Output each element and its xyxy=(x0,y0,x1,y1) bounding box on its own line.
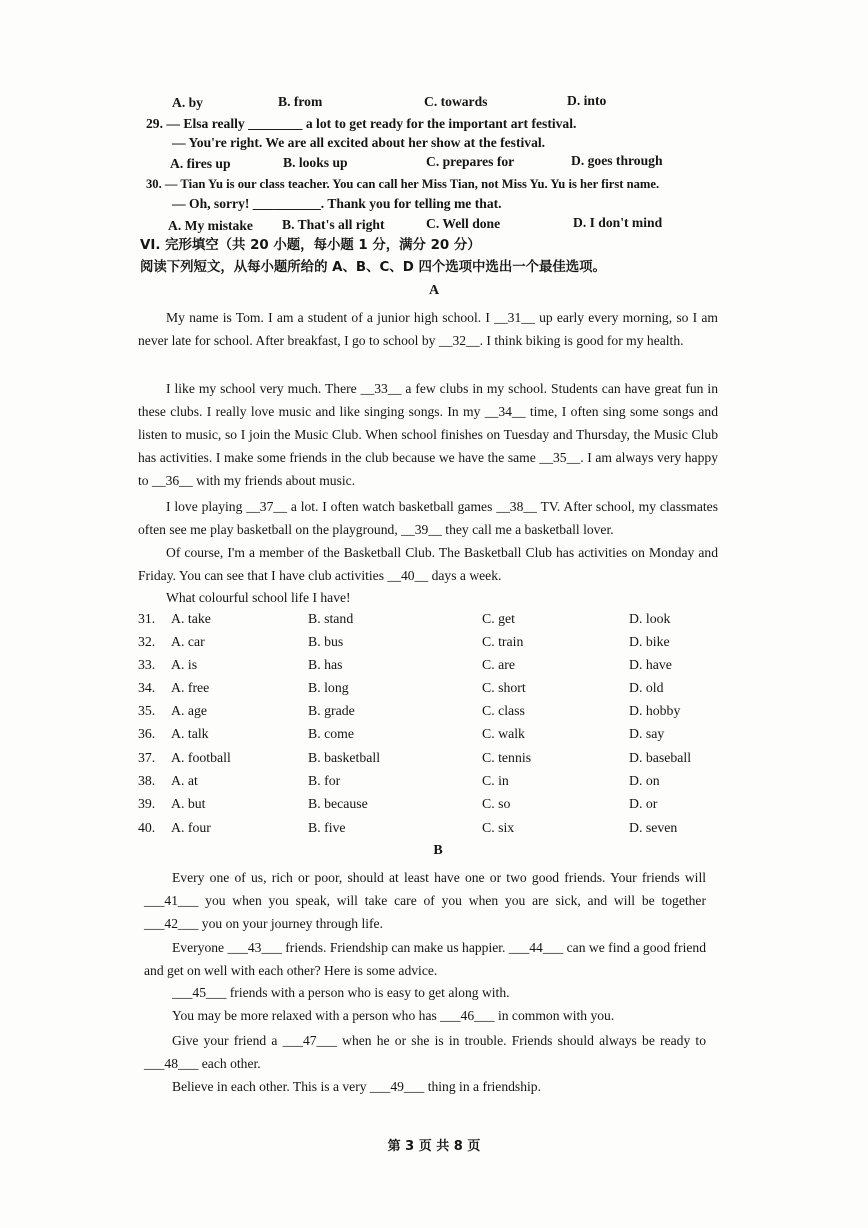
choice-b: B. for xyxy=(308,773,341,788)
choice-number: 35. xyxy=(138,703,156,718)
choice-c: C. train xyxy=(482,634,524,649)
choice-c: C. six xyxy=(482,820,515,835)
choice-d: D. hobby xyxy=(629,703,681,718)
choice-row-33 xyxy=(138,657,698,679)
q30-option-d: D. I don't mind xyxy=(573,215,663,230)
choice-b: B. five xyxy=(308,820,346,835)
choice-a: A. age xyxy=(171,703,208,718)
choice-d: D. seven xyxy=(629,820,678,835)
choice-b: B. grade xyxy=(308,703,355,718)
q30-option-c: C. Well done xyxy=(426,216,501,231)
choice-c: C. in xyxy=(482,773,509,788)
choice-a: A. car xyxy=(171,634,205,649)
q29-option-a: A. fires up xyxy=(170,156,231,171)
passage-b-advice-4: Believe in each other. This is a very ___49___ thing in a friendship. xyxy=(172,1079,541,1094)
section-title: VI. 完形填空（共 20 小题，每小题 1 分，满分 20 分） xyxy=(140,238,481,253)
choice-number: 40. xyxy=(138,820,156,835)
choice-row-39 xyxy=(138,796,698,818)
passage-a-label: A xyxy=(428,283,440,298)
q30-question: 30. — Tian Yu is our class teacher. You can call her Miss Tian, not Miss Yu. Yu is her first name. xyxy=(146,177,660,191)
q29-option-d: D. goes through xyxy=(571,153,663,168)
choice-d: D. bike xyxy=(629,634,670,649)
choice-a: A. take xyxy=(171,611,211,626)
passage-b-paragraph-2: Everyone ___43___ friends. Friendship can make us happier. ___44___ can we find a good friend and get on well with each other? Here is some advice. xyxy=(144,940,706,978)
q28-option-d: D. into xyxy=(567,93,607,108)
choice-d: D. look xyxy=(629,611,671,626)
section-instruction: 阅读下列短文，从每小题所给的 A、B、C、D 四个选项中选出一个最佳选项。 xyxy=(140,260,606,275)
passage-b-paragraph-1: Every one of us, rich or poor, should at least have one or two good friends. Your friends will ___41___ you when you speak, will take care of you when you are sick, and will be together ___42___ you on your journey through life. xyxy=(144,870,706,931)
choice-d: D. or xyxy=(629,796,658,811)
choice-a: A. at xyxy=(171,773,198,788)
choice-row-38 xyxy=(138,773,698,795)
choice-d: D. on xyxy=(629,773,660,788)
choice-a: A. football xyxy=(171,750,231,765)
choice-a: A. talk xyxy=(171,726,209,741)
choice-row-37 xyxy=(138,750,698,772)
choice-a: A. four xyxy=(171,820,211,835)
choice-d: D. baseball xyxy=(629,750,692,765)
choice-c: C. are xyxy=(482,657,515,672)
passage-a-paragraph-3: I love playing __37__ a lot. I often watch basketball games __38__ TV. After school, my classmates often see me play basketball on the playground, __39__ they call me a basketball lover. xyxy=(138,499,718,537)
q29-option-b: B. looks up xyxy=(283,155,348,170)
choice-number: 39. xyxy=(138,796,156,811)
q28-option-b: B. from xyxy=(278,94,323,109)
choice-number: 33. xyxy=(138,657,156,672)
choice-d: D. have xyxy=(629,657,672,672)
choice-a: A. is xyxy=(171,657,198,672)
choice-b: B. has xyxy=(308,657,343,672)
choice-d: D. old xyxy=(629,680,664,695)
choice-row-40 xyxy=(138,820,698,842)
choice-number: 38. xyxy=(138,773,156,788)
choice-number: 36. xyxy=(138,726,156,741)
choice-b: B. long xyxy=(308,680,349,695)
passage-a-paragraph-4: Of course, I'm a member of the Basketball Club. The Basketball Club has activities on Monday and Friday. You can see that I have club activities __40__ days a week. xyxy=(138,545,718,583)
passage-a-closing: What colourful school life I have! xyxy=(166,590,351,605)
choice-c: C. walk xyxy=(482,726,525,741)
q28-option-a: A. by xyxy=(172,95,203,110)
choice-row-31 xyxy=(138,611,698,633)
passage-a-paragraph-2: I like my school very much. There __33__ a few clubs in my school. Students can have great fun in these clubs. I really love music and like singing songs. In my __34__ time, I often sing some songs and listen to music, so I join the Music Club. When school finishes on Tuesday and Thursday, the Music Club has activities. I make some friends in the club because we have the same __35__. I am always very happy to __36__ with my friends about music. xyxy=(138,381,718,488)
choice-number: 32. xyxy=(138,634,156,649)
choice-c: C. class xyxy=(482,703,525,718)
choice-c: C. short xyxy=(482,680,526,695)
choice-b: B. stand xyxy=(308,611,354,626)
q30-option-a: A. My mistake xyxy=(168,218,253,233)
passage-b-advice-1: ___45___ friends with a person who is easy to get along with. xyxy=(172,985,510,1000)
choice-row-36 xyxy=(138,726,698,748)
q30-response: — Oh, sorry! __________. Thank you for telling me that. xyxy=(172,196,502,211)
choice-a: A. but xyxy=(171,796,206,811)
choice-c: C. tennis xyxy=(482,750,532,765)
choice-d: D. say xyxy=(629,726,665,741)
choice-number: 31. xyxy=(138,611,156,626)
q30-option-b: B. That's all right xyxy=(282,217,385,232)
passage-b-advice-3: Give your friend a ___47___ when he or she is in trouble. Friends should always be ready to ___48___ each other. xyxy=(144,1033,706,1071)
choice-c: C. get xyxy=(482,611,515,626)
choice-row-34 xyxy=(138,680,698,702)
choice-b: B. basketball xyxy=(308,750,381,765)
choice-b: B. come xyxy=(308,726,354,741)
passage-b-advice-2: You may be more relaxed with a person who has ___46___ in common with you. xyxy=(172,1008,615,1023)
choice-c: C. so xyxy=(482,796,511,811)
q29-response: — You're right. We are all excited about her show at the festival. xyxy=(172,135,546,150)
passage-b-label: B xyxy=(433,843,443,858)
choice-number: 34. xyxy=(138,680,156,695)
choice-row-35 xyxy=(138,703,698,725)
q29-option-c: C. prepares for xyxy=(426,154,515,169)
choice-b: B. because xyxy=(308,796,368,811)
choice-number: 37. xyxy=(138,750,156,765)
passage-a-paragraph-1: My name is Tom. I am a student of a junior high school. I __31__ up early every morning, so I am never late for school. After breakfast, I go to school by __32__. I think biking is good for my health. xyxy=(138,310,718,348)
choice-a: A. free xyxy=(171,680,210,695)
choice-b: B. bus xyxy=(308,634,344,649)
q28-option-c: C. towards xyxy=(424,94,488,109)
choice-row-32 xyxy=(138,634,698,656)
page-footer: 第 3 页 共 8 页 xyxy=(387,1139,481,1154)
q29-question: 29. — Elsa really ________ a lot to get ready for the important art festival. xyxy=(146,116,577,131)
